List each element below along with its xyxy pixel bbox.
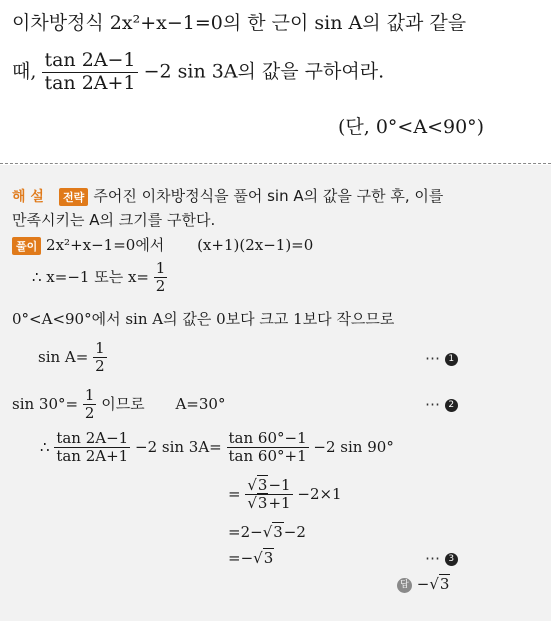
step7-suffix: −2×1 xyxy=(297,484,342,503)
step1-right: (x+1)(2x−1)=0 xyxy=(197,236,314,254)
step2-num: 1 xyxy=(155,259,166,277)
step4-fraction xyxy=(93,340,107,376)
step7-num-tail: −1 xyxy=(268,476,291,494)
step5-den: 2 xyxy=(84,404,95,423)
dots-3: ⋯ xyxy=(425,549,440,567)
answer-row: 답 −√3 xyxy=(397,575,450,593)
step2-fraction xyxy=(154,260,168,296)
marker-3: 3 xyxy=(445,553,458,566)
solution-header: 해 설 xyxy=(12,189,44,205)
step9-prefix: =− xyxy=(228,549,254,567)
step6-fraction-1 xyxy=(54,430,130,466)
step6-frac2-num: tan 60°−1 xyxy=(228,429,307,447)
step7-den-root: 3 xyxy=(257,494,268,513)
step6-suffix: −2 sin 90° xyxy=(313,437,394,456)
answer-root: 3 xyxy=(439,575,450,593)
step7-num: √3−1 xyxy=(247,476,291,494)
problem-line-2 xyxy=(12,50,384,95)
solution-step-9: =−√3 xyxy=(228,549,274,567)
problem-prefix: 때, xyxy=(12,60,37,83)
problem-line-1: 이차방정식 2x²+x−1=0의 한 근이 sin A의 값과 같을 xyxy=(12,12,467,34)
problem-fraction-numerator: tan 2A−1 xyxy=(44,49,136,71)
step6-mid: −2 sin 3A= xyxy=(135,437,222,456)
solution-step-5 xyxy=(12,387,225,423)
step5-right: A=30° xyxy=(175,394,226,413)
problem-suffix: −2 sin 3A의 값을 구하여라. xyxy=(143,60,385,83)
step9-root: 3 xyxy=(263,549,274,567)
step5-fraction xyxy=(83,387,97,423)
step1-left: 2x²+x−1=0에서 xyxy=(46,236,165,254)
step7-num-root: 3 xyxy=(257,476,268,494)
step7-fraction xyxy=(245,477,292,513)
step5-num: 1 xyxy=(84,386,95,404)
solution-tag: 풀이 xyxy=(12,237,41,255)
problem-fraction xyxy=(42,50,137,95)
answer-prefix: − xyxy=(416,575,430,593)
step6-frac2-den: tan 60°+1 xyxy=(228,447,307,466)
solution-step-8: =2−√3−2 xyxy=(228,523,306,541)
step7-eq: = xyxy=(228,484,241,503)
step4-prefix: sin A= xyxy=(38,347,89,366)
step6-frac1-den: tan 2A+1 xyxy=(56,447,129,466)
marker-3-row xyxy=(425,549,458,567)
dots-1: ⋯ xyxy=(425,349,440,367)
strategy-text-1: 주어진 이차방정식을 풀어 sin A의 값을 구한 후, 이를 xyxy=(93,187,444,205)
step6-fraction-2 xyxy=(227,430,309,466)
dots-2: ⋯ xyxy=(425,395,440,413)
step7-den-tail: +1 xyxy=(268,494,291,513)
section-divider xyxy=(0,163,551,164)
step5-prefix: sin 30°= xyxy=(12,394,79,413)
solution-step-3: 0°<A<90°에서 sin A의 값은 0보다 크고 1보다 작으므로 xyxy=(12,310,395,328)
solution-step-7 xyxy=(228,477,342,513)
problem-fraction-denominator: tan 2A+1 xyxy=(44,71,136,94)
marker-1: 1 xyxy=(445,353,458,366)
solution-step-2 xyxy=(32,260,167,296)
answer-badge-icon: 답 xyxy=(397,578,412,593)
strategy-row xyxy=(12,185,443,206)
step6-frac1-num: tan 2A−1 xyxy=(56,429,129,447)
marker-1-row xyxy=(425,349,458,367)
step8-suffix: −2 xyxy=(283,523,306,541)
strategy-tag: 전략 xyxy=(59,188,88,206)
solution-section xyxy=(0,165,551,621)
marker-2: 2 xyxy=(445,399,458,412)
step2-prefix: ∴ x=−1 또는 x= xyxy=(32,267,149,286)
step2-den: 2 xyxy=(155,277,166,296)
step7-den: √3+1 xyxy=(247,494,291,513)
problem-condition: (단, 0°<A<90°) xyxy=(338,116,485,138)
marker-2-row xyxy=(425,395,458,413)
step4-num: 1 xyxy=(95,339,105,357)
strategy-text-2: 만족시키는 A의 크기를 구한다. xyxy=(12,211,216,229)
solution-step-4 xyxy=(38,340,107,376)
step8-root: 3 xyxy=(273,523,283,541)
step5-suffix: 이므로 xyxy=(101,394,145,413)
solution-step-6 xyxy=(40,430,394,466)
therefore-symbol: ∴ xyxy=(40,437,50,456)
step4-den: 2 xyxy=(95,357,105,376)
solution-step-1 xyxy=(12,234,313,255)
step8-prefix: =2− xyxy=(228,523,263,541)
problem-section xyxy=(0,0,551,162)
